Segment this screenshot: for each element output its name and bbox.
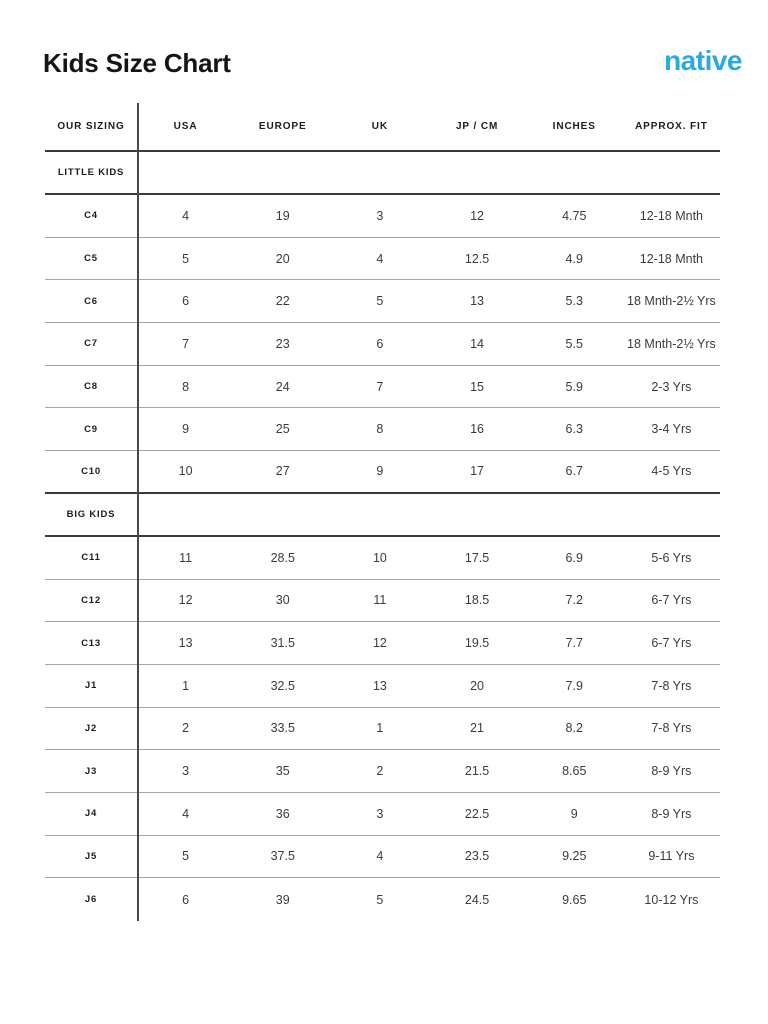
cell-usa: 10 <box>178 464 193 479</box>
section-label: BIG KIDS <box>66 508 116 520</box>
row-label: C6 <box>84 295 98 307</box>
table-row <box>45 195 720 238</box>
cell-jp-cm: 16 <box>470 422 485 437</box>
cell-jp-cm: 17.5 <box>464 550 490 565</box>
cell-jp-cm: 18.5 <box>464 593 490 608</box>
cell-jp-cm: 20 <box>470 678 485 693</box>
cell-uk: 9 <box>376 464 384 479</box>
cell-jp-cm: 14 <box>470 336 485 351</box>
cell-jp-cm: 23.5 <box>464 849 490 864</box>
row-label: C4 <box>84 210 98 222</box>
cell-uk: 4 <box>376 251 384 266</box>
row-label: C10 <box>81 465 101 477</box>
table-row <box>45 323 720 366</box>
cell-europe: 39 <box>275 892 290 907</box>
cell-uk: 5 <box>376 892 384 907</box>
cell-europe: 19 <box>275 208 290 223</box>
cell-usa: 1 <box>182 678 190 693</box>
cell-europe: 33.5 <box>270 721 295 736</box>
cell-inches: 9.65 <box>562 892 587 907</box>
cell-usa: 6 <box>182 892 190 907</box>
cell-approx-fit: 18 Mnth-2½ Yrs <box>627 294 716 309</box>
row-label: J1 <box>84 680 98 692</box>
cell-europe: 37.5 <box>270 849 295 864</box>
cell-approx-fit: 7-8 Yrs <box>651 721 692 736</box>
table-row <box>45 665 720 708</box>
table-header-row <box>45 103 720 152</box>
table-row <box>45 622 720 665</box>
cell-jp-cm: 15 <box>470 379 485 394</box>
cell-usa: 13 <box>178 636 193 651</box>
cell-uk: 6 <box>376 336 384 351</box>
cell-inches: 4.75 <box>562 208 587 223</box>
column-header-inches: INCHES <box>552 121 596 132</box>
table-row <box>45 878 720 921</box>
cell-europe: 36 <box>275 806 290 821</box>
cell-usa: 4 <box>182 806 190 821</box>
cell-europe: 27 <box>275 464 290 479</box>
column-header-europe: EUROPE <box>258 121 307 132</box>
cell-inches: 4.9 <box>565 251 583 266</box>
table-row <box>45 280 720 323</box>
cell-inches: 7.9 <box>565 678 583 693</box>
cell-approx-fit: 12-18 Mnth <box>639 208 704 223</box>
cell-europe: 20 <box>275 251 290 266</box>
cell-approx-fit: 2-3 Yrs <box>651 379 692 394</box>
cell-approx-fit: 8-9 Yrs <box>651 764 692 779</box>
cell-jp-cm: 24.5 <box>464 892 490 907</box>
cell-inches: 5.3 <box>565 294 583 309</box>
section-label: LITTLE KIDS <box>57 167 125 178</box>
cell-europe: 28.5 <box>270 550 295 565</box>
cell-approx-fit: 10-12 Yrs <box>644 892 699 907</box>
cell-jp-cm: 13 <box>470 294 485 309</box>
row-label: C9 <box>84 423 98 435</box>
table-row <box>45 750 720 793</box>
cell-jp-cm: 21.5 <box>464 764 490 779</box>
column-header-our-sizing: OUR SIZING <box>57 121 125 132</box>
cell-approx-fit: 12-18 Mnth <box>639 251 704 266</box>
cell-uk: 7 <box>376 379 384 394</box>
row-label: J6 <box>84 894 98 906</box>
cell-usa: 3 <box>182 764 190 779</box>
cell-inches: 9.25 <box>562 849 587 864</box>
cell-approx-fit: 3-4 Yrs <box>651 422 692 437</box>
cell-inches: 6.7 <box>565 464 583 479</box>
cell-europe: 31.5 <box>270 636 295 651</box>
cell-usa: 11 <box>179 550 193 565</box>
table-row <box>45 451 720 494</box>
cell-europe: 22 <box>275 294 290 309</box>
row-label: J4 <box>84 808 98 820</box>
table-row <box>45 238 720 281</box>
row-label: C7 <box>84 338 98 350</box>
row-label: J2 <box>84 722 98 734</box>
column-header-uk: UK <box>371 121 389 132</box>
cell-inches: 5.9 <box>565 379 583 394</box>
table-row <box>45 537 720 580</box>
cell-inches: 6.3 <box>565 422 583 437</box>
cell-uk: 10 <box>372 550 387 565</box>
cell-uk: 2 <box>376 764 384 779</box>
cell-approx-fit: 5-6 Yrs <box>651 550 692 565</box>
table-row <box>45 408 720 451</box>
cell-europe: 25 <box>275 422 290 437</box>
cell-uk: 11 <box>373 593 387 608</box>
cell-approx-fit: 9-11 Yrs <box>648 849 695 864</box>
cell-jp-cm: 21 <box>470 721 485 736</box>
cell-usa: 8 <box>182 379 190 394</box>
cell-usa: 2 <box>182 721 190 736</box>
cell-approx-fit: 4-5 Yrs <box>651 464 692 479</box>
cell-inches: 5.5 <box>565 336 583 351</box>
cell-jp-cm: 22.5 <box>464 806 490 821</box>
cell-europe: 30 <box>275 593 290 608</box>
cell-inches: 6.9 <box>565 550 583 565</box>
cell-uk: 12 <box>372 636 387 651</box>
cell-uk: 3 <box>376 806 384 821</box>
table-row <box>45 836 720 879</box>
cell-europe: 35 <box>275 764 290 779</box>
cell-approx-fit: 7-8 Yrs <box>651 678 692 693</box>
column-header-approx-fit: APPROX. FIT <box>635 121 708 132</box>
cell-usa: 5 <box>182 251 190 266</box>
row-label: C11 <box>81 552 101 564</box>
cell-usa: 12 <box>178 593 193 608</box>
size-table <box>45 103 720 921</box>
cell-approx-fit: 18 Mnth-2½ Yrs <box>627 336 716 351</box>
cell-usa: 6 <box>182 294 190 309</box>
brand-logo: native <box>664 45 742 76</box>
cell-uk: 3 <box>376 208 384 223</box>
row-label: J5 <box>84 850 98 862</box>
cell-uk: 5 <box>376 294 384 309</box>
cell-uk: 13 <box>372 678 387 693</box>
cell-usa: 4 <box>182 208 190 223</box>
cell-approx-fit: 6-7 Yrs <box>651 636 692 651</box>
table-row <box>45 366 720 409</box>
cell-uk: 4 <box>376 849 384 864</box>
cell-inches: 7.2 <box>565 593 583 608</box>
cell-approx-fit: 6-7 Yrs <box>651 593 692 608</box>
cell-jp-cm: 17 <box>470 464 485 479</box>
cell-usa: 5 <box>182 849 190 864</box>
row-label: C5 <box>84 253 98 265</box>
cell-europe: 32.5 <box>270 678 295 693</box>
cell-jp-cm: 12.5 <box>464 251 490 266</box>
table-row <box>45 708 720 751</box>
row-label: C13 <box>81 637 101 649</box>
column-header-jp-cm: JP / CM <box>455 121 499 132</box>
cell-approx-fit: 8-9 Yrs <box>651 806 692 821</box>
cell-usa: 9 <box>182 422 190 437</box>
row-label: C8 <box>84 381 98 393</box>
section-row <box>45 494 720 537</box>
table-row <box>45 793 720 836</box>
table-row <box>45 580 720 623</box>
cell-inches: 8.65 <box>562 764 587 779</box>
cell-jp-cm: 19.5 <box>464 636 490 651</box>
row-label: J3 <box>84 765 98 777</box>
cell-inches: 8.2 <box>565 721 583 736</box>
column-header-usa: USA <box>173 121 198 132</box>
cell-inches: 7.7 <box>565 636 583 651</box>
cell-uk: 1 <box>376 721 384 736</box>
cell-inches: 9 <box>570 806 578 821</box>
cell-jp-cm: 12 <box>470 208 485 223</box>
column-divider-line <box>137 103 139 921</box>
cell-uk: 8 <box>376 422 384 437</box>
cell-europe: 24 <box>275 379 290 394</box>
section-row <box>45 152 720 195</box>
row-label: C12 <box>81 594 101 606</box>
page-title: Kids Size Chart <box>43 48 231 78</box>
cell-usa: 7 <box>182 336 190 351</box>
cell-europe: 23 <box>275 336 290 351</box>
